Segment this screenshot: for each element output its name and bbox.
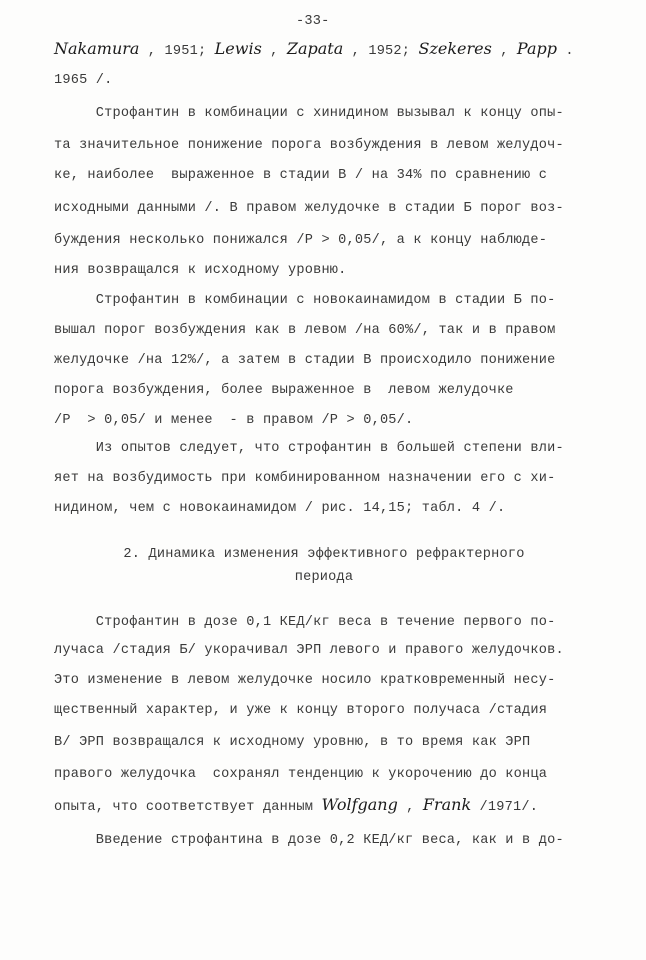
text-line: желудочке /на 12%/, а затем в стадии В происходило понижение [54,353,556,368]
text-line: ния возвращался к исходному уровню. [54,263,347,278]
text-line: буждения несколько понижался /Р > 0,05/, а к концу наблюде- [54,233,548,248]
handwritten-name: Papp [516,39,557,58]
text-line [54,40,574,61]
typed-text: , [261,44,287,59]
handwritten-name: Szekeres [418,39,492,58]
text-line: порога возбуждения, более выраженное в левом желудочке [54,383,514,398]
text-line: В/ ЭРП возвращался к исходному уровню, в то время как ЭРП [54,735,531,750]
text-line: нидином, чем с новокаинамидом / рис. 14,15; табл. 4 /. [54,501,506,516]
text-line: яет на возбудимость при комбинированном назначении его с хи- [54,471,556,486]
handwritten-name: Wolfgang [321,795,398,814]
typed-text: /1971/. [471,800,539,815]
typed-text: опыта, что соответствует данным [54,800,322,815]
text-line: 1965 /. [54,73,113,88]
text-line: Строфантин в комбинации с новокаинамидом в стадии Б по- [54,293,556,308]
text-line: Это изменение в левом желудочке носило кратковременный несу- [54,673,556,688]
text-line: Строфантин в дозе 0,1 КЕД/кг веса в течение первого по- [54,615,556,630]
text-line: щественный характер, и уже к концу второго получаса /стадия [54,703,548,718]
typed-text: , [491,44,517,59]
text-line: исходными данными /. В правом желудочке в стадии Б порог воз- [54,201,564,216]
text-line: ке, наиболее выраженное в стадии В / на 34% по сравнению с [54,168,548,183]
page-number: -33- [296,14,330,29]
handwritten-name: Zapata [286,39,344,58]
handwritten-name: Lewis [214,39,262,58]
handwritten-name: Frank [422,795,472,814]
text-line: Строфантин в комбинации с хинидином вызывал к концу опы- [54,106,564,121]
text-line: Из опытов следует, что строфантин в большей степени вли- [54,441,564,456]
section-heading-line: 2. Динамика изменения эффективного рефрактерного [123,547,525,562]
text-line: Введение строфантина в дозе 0,2 КЕД/кг веса, как и в до- [54,833,564,848]
text-line [54,796,538,817]
section-heading-line: периода [294,570,354,585]
typed-text: , 1952; [343,44,419,59]
text-line: правого желудочка сохранял тенденцию к укорочению до конца [54,767,548,782]
typed-text: . [557,44,574,59]
typed-text: , [397,800,423,815]
handwritten-name: Nakamura [54,39,140,58]
text-line: вышал порог возбуждения как в левом /на 60%/, так и в правом [54,323,556,338]
text-line: та значительное понижение порога возбуждения в левом желудоч- [54,138,564,153]
typed-text: , 1951; [139,44,215,59]
text-line: /Р > 0,05/ и менее - в правом /Р > 0,05/. [54,413,414,428]
text-line: лучаса /стадия Б/ укорачивал ЭРП левого и правого желудочков. [54,643,564,658]
